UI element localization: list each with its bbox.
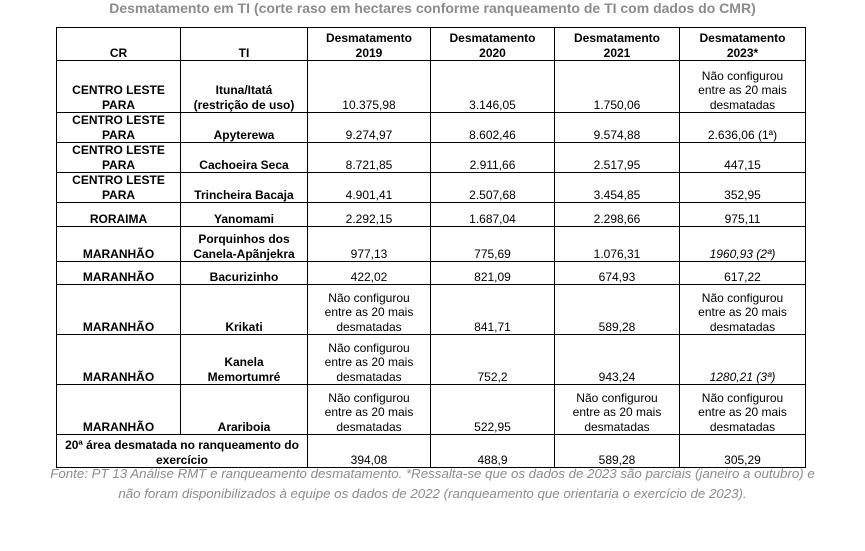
footer-2019: 394,08: [308, 435, 431, 468]
value-2020: 841,71: [431, 285, 555, 335]
ti-cell: Cachoeira Seca: [181, 143, 308, 173]
cr-cell: CENTRO LESTE PARA: [57, 143, 181, 173]
ti-cell: Porquinhos dos Canela-Apãnjekra: [181, 227, 308, 262]
header-2023: Desmatamento 2023*: [680, 28, 806, 61]
table-row: [57, 285, 806, 335]
value-2023: Não configurou entre as 20 mais desmatadas: [680, 285, 806, 335]
table-row: [57, 173, 806, 203]
cr-cell: CENTRO LESTE PARA: [57, 173, 181, 203]
value-2021: 674,93: [555, 262, 680, 285]
header-ti: TI: [181, 28, 308, 61]
cr-cell: MARANHÃO: [57, 262, 181, 285]
ti-cell: Trincheira Bacaja: [181, 173, 308, 203]
footer-label: 20ª área desmatada no ranqueamento do exercício: [57, 435, 308, 468]
value-2021: 9.574,88: [555, 113, 680, 143]
table-row: [57, 385, 806, 435]
value-2020: 1.687,04: [431, 203, 555, 227]
footer-2023: 305,29: [680, 435, 806, 468]
table-row: [57, 113, 806, 143]
value-2021: 1.076,31: [555, 227, 680, 262]
value-2023: 2.636,06 (1ª): [680, 113, 806, 143]
source-caption: Fonte: PT 13 Análise RMT e ranqueamento desmatamento. *Ressalta-se que os dados de 2023 são parciais (janeiro a outubro) e não foram disponibilizados à equipe os dados de 2022 (ranqueamento que orientaria o exercício de 2023).: [50, 466, 815, 501]
footer-row: [57, 435, 806, 468]
value-2023: 617,22: [680, 262, 806, 285]
cr-cell: MARANHÃO: [57, 285, 181, 335]
ti-cell: Apyterewa: [181, 113, 308, 143]
value-2021: 589,28: [555, 285, 680, 335]
value-2020: 821,09: [431, 262, 555, 285]
cr-cell: MARANHÃO: [57, 227, 181, 262]
cr-cell: CENTRO LESTE PARA: [57, 61, 181, 113]
value-2019: 4.901,41: [308, 173, 431, 203]
value-2023: 1280,21 (3ª): [680, 335, 806, 385]
table-row: [57, 227, 806, 262]
table-title: Desmatamento em TI (corte raso em hectares conforme ranqueamento de TI com dados do CMR): [109, 0, 756, 16]
ti-cell: Krikati: [181, 285, 308, 335]
value-2021: Não configurou entre as 20 mais desmatadas: [555, 385, 680, 435]
table-row: [57, 262, 806, 285]
value-2019: 9.274,97: [308, 113, 431, 143]
value-2023: Não configurou entre as 20 mais desmatadas: [680, 385, 806, 435]
footer-2021: 589,28: [555, 435, 680, 468]
value-2019: 977,13: [308, 227, 431, 262]
value-2021: 2.298,66: [555, 203, 680, 227]
cr-cell: RORAIMA: [57, 203, 181, 227]
cr-cell: MARANHÃO: [57, 335, 181, 385]
value-2020: 522,95: [431, 385, 555, 435]
header-2021: Desmatamento 2021: [555, 28, 680, 61]
header-row: [57, 28, 806, 61]
value-2019: 8.721,85: [308, 143, 431, 173]
value-2019: Não configurou entre as 20 mais desmatadas: [308, 385, 431, 435]
value-2021: 2.517,95: [555, 143, 680, 173]
value-2020: 2.911,66: [431, 143, 555, 173]
value-2019: Não configurou entre as 20 mais desmatadas: [308, 335, 431, 385]
ti-cell: Bacurizinho: [181, 262, 308, 285]
value-2020: 775,69: [431, 227, 555, 262]
value-2020: 8.602,46: [431, 113, 555, 143]
value-2023: 352,95: [680, 173, 806, 203]
header-2020: Desmatamento 2020: [431, 28, 555, 61]
value-2023: 1960,93 (2ª): [680, 227, 806, 262]
ti-cell: Yanomami: [181, 203, 308, 227]
value-2021: 943,24: [555, 335, 680, 385]
value-2019: 2.292,15: [308, 203, 431, 227]
header-cr: CR: [57, 28, 181, 61]
value-2023: 975,11: [680, 203, 806, 227]
value-2021: 3.454,85: [555, 173, 680, 203]
value-2019: 422,02: [308, 262, 431, 285]
ti-cell: Kanela Memortumré: [181, 335, 308, 385]
table-row: [57, 61, 806, 113]
value-2020: 752,2: [431, 335, 555, 385]
ti-cell: Ituna/Itatá (restrição de uso): [181, 61, 308, 113]
table-row: [57, 203, 806, 227]
ti-cell: Arariboia: [181, 385, 308, 435]
value-2023: Não configurou entre as 20 mais desmatadas: [680, 61, 806, 113]
table-row: [57, 143, 806, 173]
value-2021: 1.750,06: [555, 61, 680, 113]
cr-cell: MARANHÃO: [57, 385, 181, 435]
value-2019: 10.375,98: [308, 61, 431, 113]
deforestation-table: [56, 27, 806, 468]
value-2020: 2.507,68: [431, 173, 555, 203]
value-2019: Não configurou entre as 20 mais desmatadas: [308, 285, 431, 335]
value-2020: 3.146,05: [431, 61, 555, 113]
cr-cell: CENTRO LESTE PARA: [57, 113, 181, 143]
header-2019: Desmatamento 2019: [308, 28, 431, 61]
table-row: [57, 335, 806, 385]
value-2023: 447,15: [680, 143, 806, 173]
footer-2020: 488,9: [431, 435, 555, 468]
